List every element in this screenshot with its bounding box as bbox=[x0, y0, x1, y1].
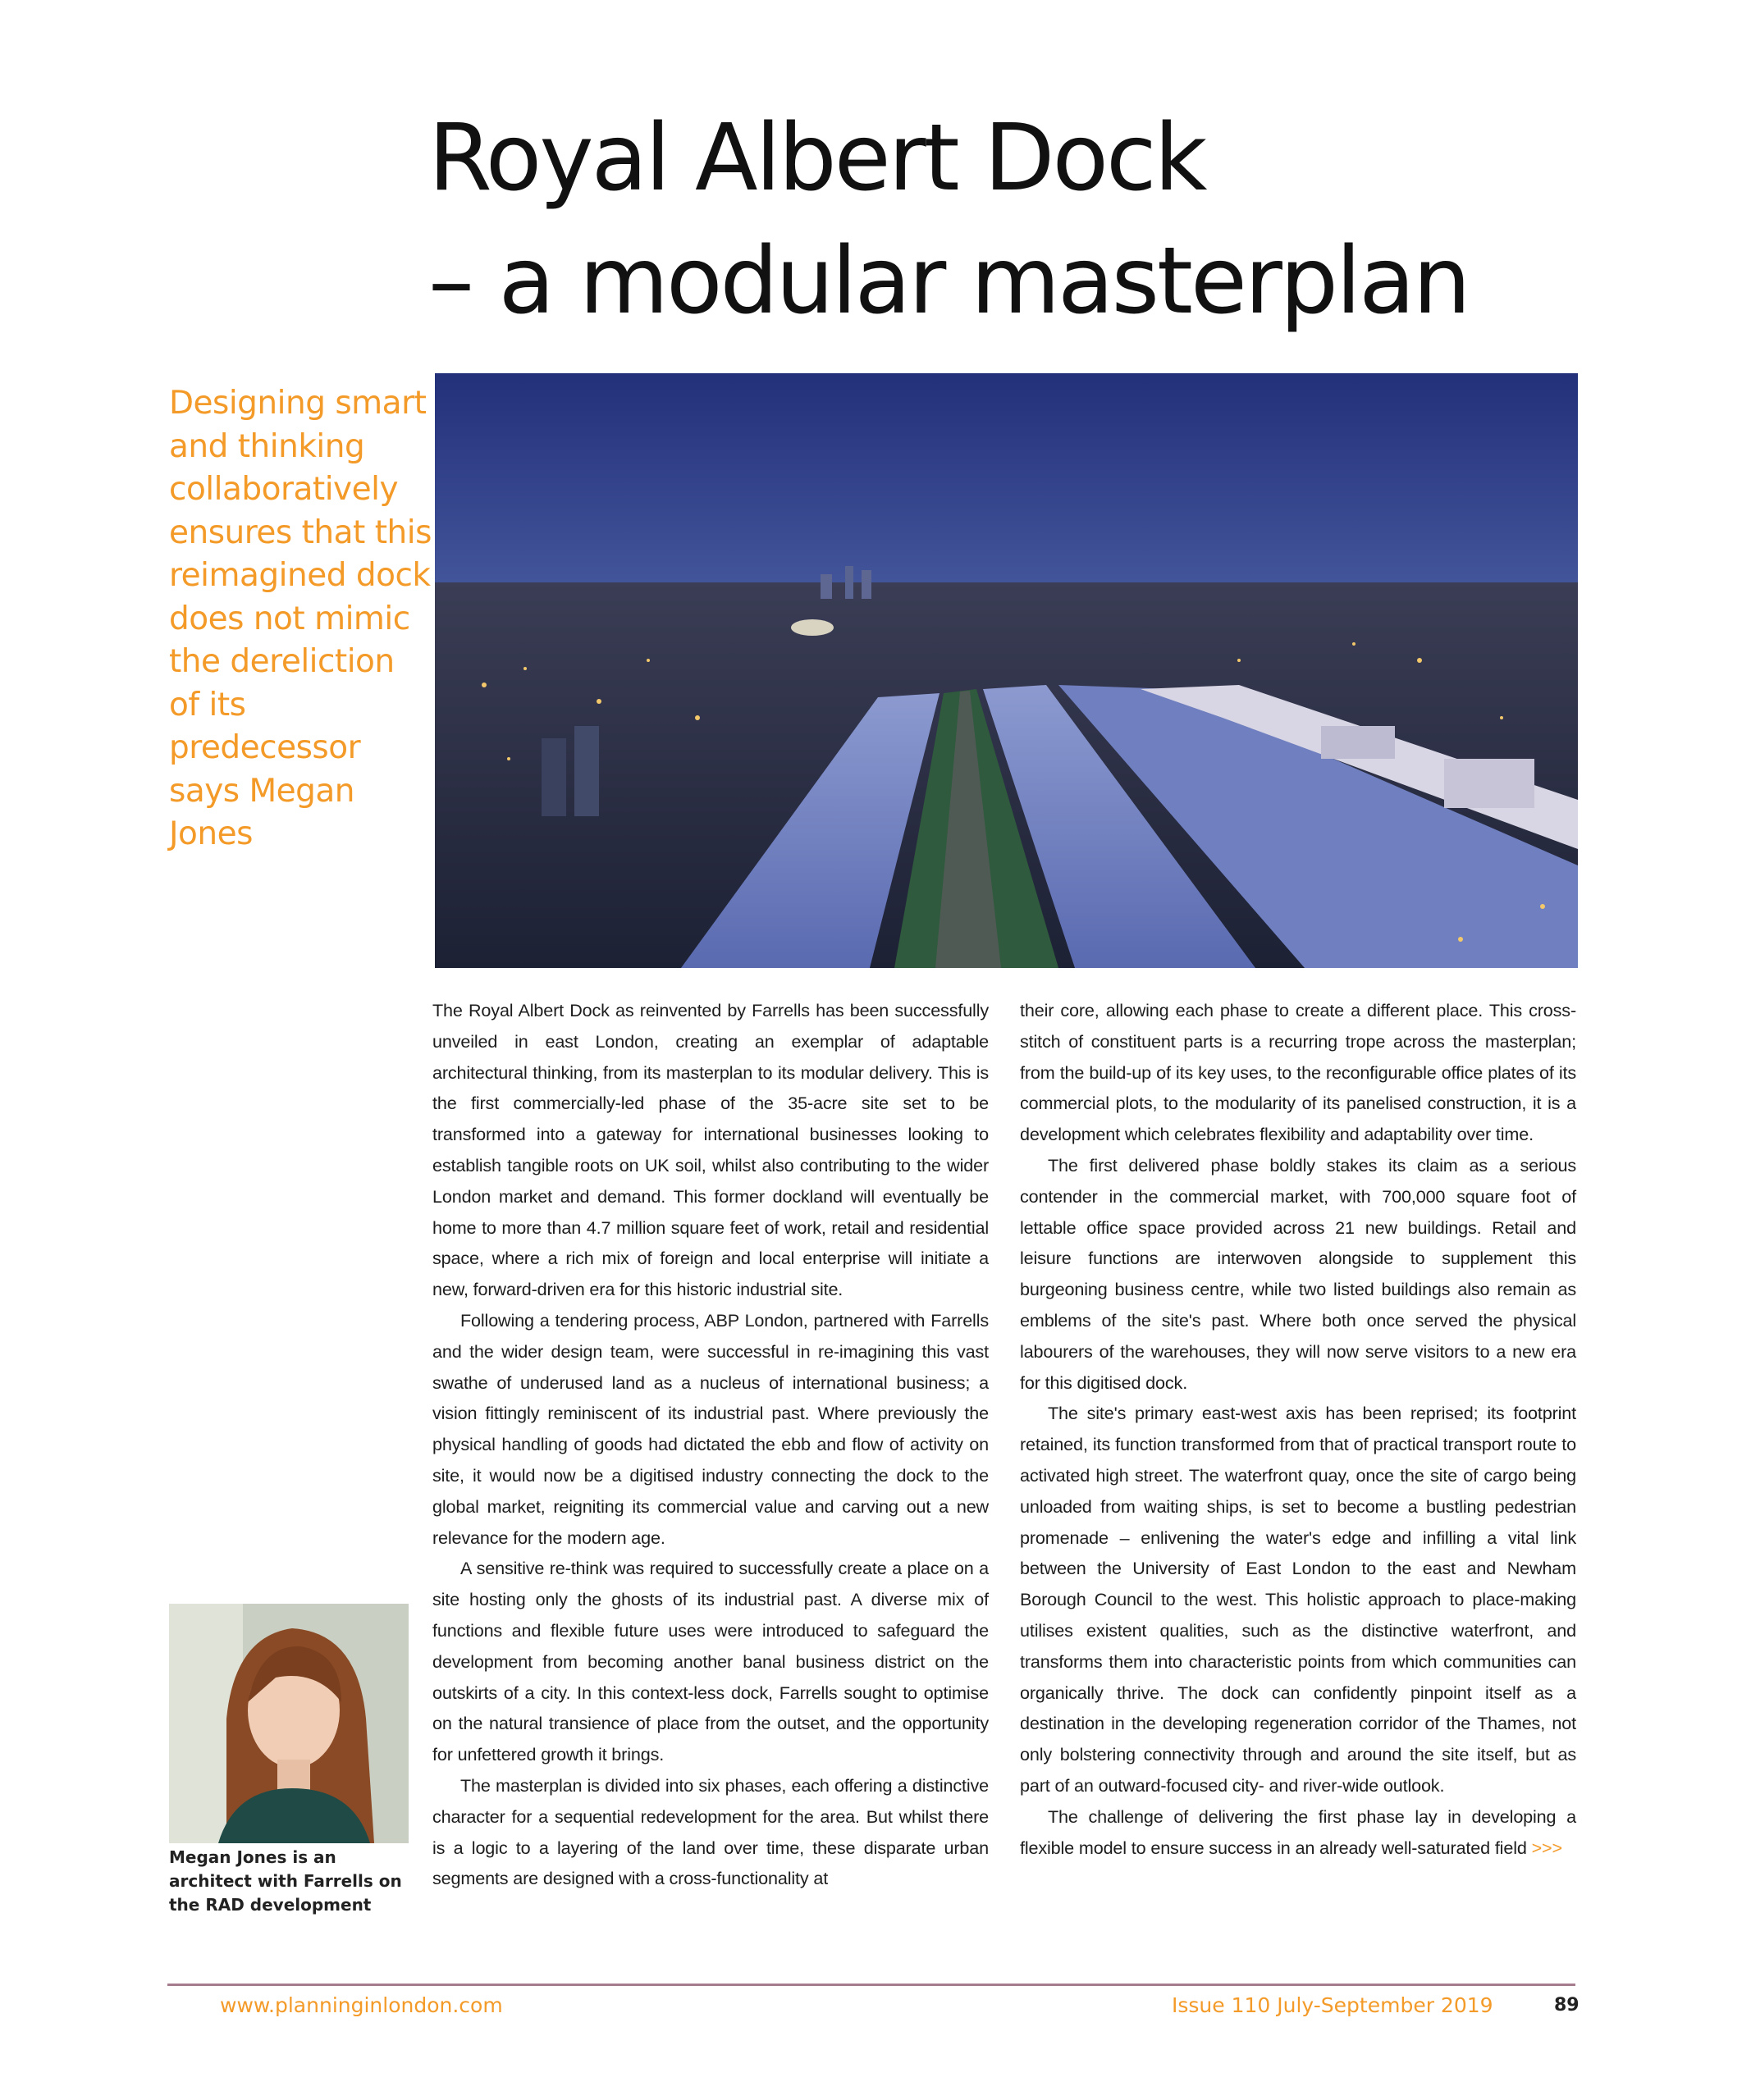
body-paragraph: The first delivered phase boldly stakes its claim as a serious contender in the commercial market, with 700,000 square foot of lettable office space provided across 21 new buildings. Retail and leisure functions are interwoven alongside to supplement this burgeoning business centre, while two listed buildings also remain as emblems of the site's past. Where both once served the physical labourers of the warehouses, they will now serve visitors to a new era for this digitised dock. bbox=[1020, 1154, 1576, 1393]
page-number: 89 bbox=[1554, 1995, 1580, 2016]
body-paragraph: Following a tendering process, ABP London, partnered with Farrells and the wider design team, were successful in re-imagining this vast swathe of underused land as a nucleus of international business; a vision fittingly reminiscent of its industrial past. Where previously the physical handling of goods had dictated the ebb and flow of activity on site, it would now be a digitised industry connecting the dock to the global market, reigniting its commercial value and carving out a new relevance for the modern age. bbox=[432, 1309, 989, 1548]
body-column-right bbox=[1020, 995, 1576, 1863]
body-paragraph-final bbox=[1020, 1801, 1576, 1864]
aerial-dock-illustration bbox=[435, 373, 1578, 968]
footer-issue: Issue 110 July-September 2019 bbox=[1172, 1993, 1493, 2017]
article-title bbox=[428, 97, 1618, 343]
body-paragraph: The site's primary east-west axis has been reprised; its footprint retained, its function transformed from that of practical transport route to activated high street. The waterfront quay, once the site of cargo being unloaded from waiting ships, is set to become a bustling pedestrian promenade – enlivening the water's edge and infilling a vital link between the University of East London to the east and Newham Borough Council to the west. This holistic approach to place-making utilises existent qualities, such as the distinctive waterfront, and transforms them into characteristic points from which communities can organically thrive. The dock can confidently pinpoint itself as a destination in the developing regeneration corridor of the Thames, not only bolstering connectivity through and around the site itself, but as part of an outward-focused city- and river-wide outlook. bbox=[1020, 1403, 1576, 1796]
body-paragraph: The masterplan is divided into six phases, each offering a distinctive character for a sequential redevelopment for the area. But whilst there is a logic to a layering of the land over time, these disparate urban segments are designed with a cross-functionality at bbox=[432, 1774, 989, 1889]
continued-marker[interactable]: >>> bbox=[1531, 1837, 1562, 1858]
hero-photo-royal-albert-dock bbox=[435, 373, 1578, 968]
body-paragraph: The Royal Albert Dock as reinvented by Farrells has been successfully unveiled in east London, creating an exemplar of adaptable architectural thinking, from its masterplan to its modular delivery. This is the first commercially-led phase of the 35-acre site set to be transformed into a gateway for international businesses looking to establish tangible roots on UK soil, whilst also contributing to the wider London market and demand. This former dockland will eventually be home to more than 4.7 million square feet of work, retail and residential space, where a rich mix of foreign and local enterprise will initiate a new, forward-driven era for this historic industrial site. bbox=[432, 1000, 989, 1300]
body-column-left bbox=[432, 995, 989, 1894]
footer-rule bbox=[167, 1984, 1575, 1986]
body-paragraph: A sensitive re-think was required to successfully create a place on a site hosting only the ghosts of its industrial past. A diverse mix of functions and flexible future uses were introduced to safeguard the development from becoming another banal business district on the outskirts of a city. In this context-less dock, Farrells sought to optimise on the natural transience of place from the outset, and the opportunity for unfettered growth it brings. bbox=[432, 1558, 989, 1765]
author-caption: Megan Jones is an architect with Farrells on the RAD development bbox=[169, 1847, 402, 1915]
footer-website-link[interactable]: www.planninginlondon.com bbox=[220, 1993, 503, 2017]
author-portrait bbox=[169, 1604, 409, 1843]
body-paragraph: their core, allowing each phase to create a different place. This cross-stitch of constituent parts is a recurring trope across the masterplan; from the build-up of its key uses, to the reconfigurable office plates of its commercial plots, to the modularity of its panelised construction, it is a development which celebrates flexibility and adaptability over time. bbox=[1020, 1000, 1576, 1145]
title-line-1: Royal Albert Dock bbox=[428, 105, 1205, 212]
standfirst: Designing smart and thinking collaboratively ensures that this reimagined dock does not mimic the dereliction of its predecessor says Megan Jones bbox=[169, 385, 432, 852]
title-line-2: – a modular masterplan bbox=[428, 228, 1469, 335]
author-portrait-illustration bbox=[169, 1604, 409, 1843]
final-paragraph-text: The challenge of delivering the first phase lay in developing a flexible model to ensure success in an already well-saturated field bbox=[1020, 1806, 1576, 1858]
